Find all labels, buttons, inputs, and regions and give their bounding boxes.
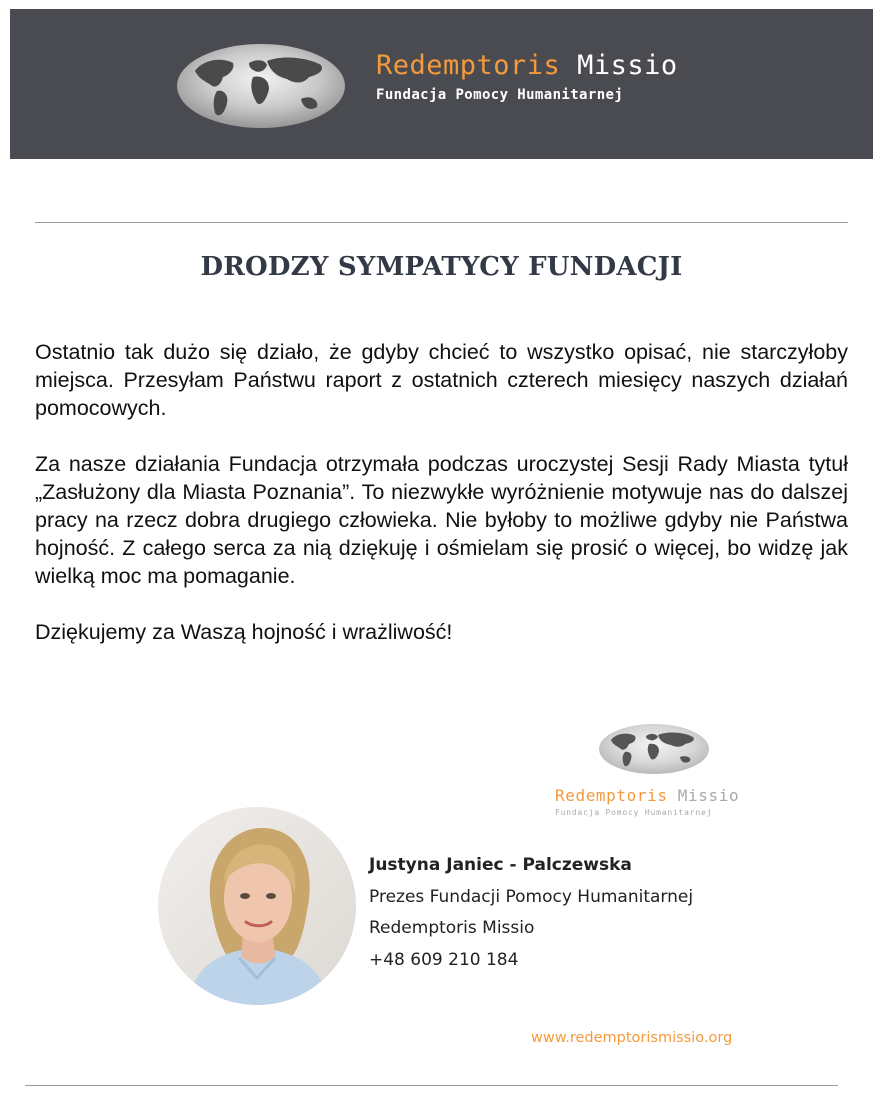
signer-role: Prezes Fundacji Pomocy Humanitarnej (369, 886, 694, 907)
letter-paragraph: Za nasze działania Fundacja otrzymała podczas uroczystej Sesji Rady Miasta tytuł „Zasłużony dla Miasta Poznania”. To niezwykłe wyróżnienie motywuje nas do dalszej pracy na rzecz dobra drugiego człowieka. Nie byłoby to możliwe gdyby nie Państwa hojność. Z całego serca za nią dziękuję i ośmielam się prosić o więcej, bo widzę jak wielką moc ma pomaganie. (35, 452, 848, 588)
signer-name: Justyna Janiec - Palczewska (369, 855, 632, 875)
brand-title-part1: Redemptoris (376, 50, 561, 81)
divider-top (35, 222, 848, 223)
signature-globe-icon (597, 723, 711, 775)
brand-subtitle: Fundacja Pomocy Humanitarnej (376, 87, 624, 103)
signer-phone[interactable]: +48 609 210 184 (369, 949, 519, 970)
letter-paragraph: Dziękujemy za Waszą hojność i wrażliwość! (35, 620, 453, 644)
letter-heading: DRODZY SYMPATYCY FUNDACJI (200, 252, 683, 282)
divider-bottom (25, 1085, 838, 1086)
brand-title-part2: Missio (577, 50, 678, 81)
brand-title (376, 51, 678, 81)
signature-brand-part1: Redemptoris (555, 786, 668, 805)
letter-body (35, 338, 848, 674)
avatar (157, 806, 357, 1006)
signature-details (369, 850, 693, 976)
signer-organization: Redemptoris Missio (369, 918, 535, 938)
signature-brand-subtitle: Fundacja Pomocy Humanitarnej (555, 808, 713, 817)
letter-paragraph: Ostatnio tak dużo się działo, że gdyby chcieć to wszystko opisać, nie starczyłoby miejsca. Przesyłam Państwu raport z ostatnich czterech miesięcy naszych działań pomocowych. (35, 340, 848, 420)
signature-brand-part2: Missio (677, 786, 740, 805)
website-link[interactable]: www.redemptorismissio.org (531, 1030, 733, 1046)
signature-brand (555, 786, 739, 817)
signature-brand-title (555, 786, 739, 805)
world-map-globe-icon (175, 41, 347, 131)
header-brand (376, 51, 678, 103)
header-banner (10, 9, 873, 159)
